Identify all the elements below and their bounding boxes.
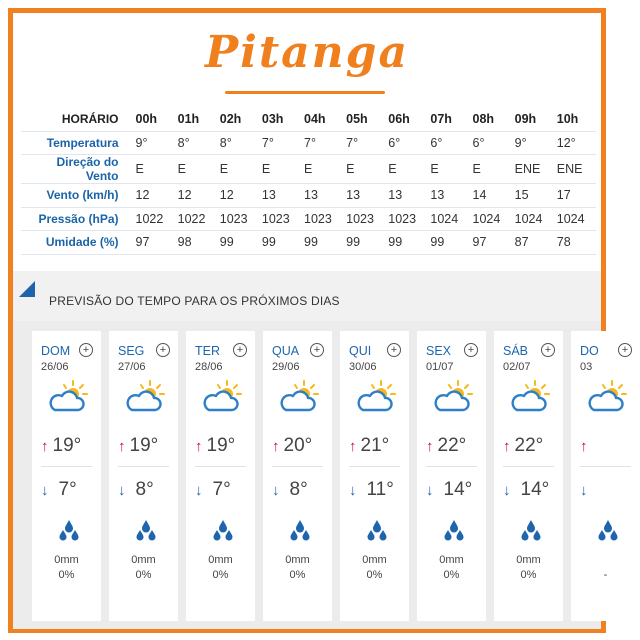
plus-circle-icon[interactable]: + (541, 343, 555, 357)
raindrops-icon (443, 519, 465, 543)
value-cell: 17 (554, 184, 596, 208)
plus-circle-icon[interactable]: + (156, 343, 170, 357)
arrow-down-icon: ↓ (503, 482, 511, 499)
temp-divider (580, 466, 631, 467)
value-cell: 12 (175, 184, 217, 208)
row-label: Pressão (hPa) (21, 207, 133, 231)
daily-forecast-strip (13, 321, 629, 629)
value-cell: 15 (512, 184, 554, 208)
hour-cell: 06h (385, 108, 427, 131)
max-temp-value: 21° (360, 435, 390, 456)
section-marker-icon (19, 281, 35, 297)
day-date: 30/06 (349, 361, 377, 373)
day-name: QUI (349, 344, 372, 358)
arrow-down-icon: ↓ (272, 482, 280, 499)
plus-circle-icon[interactable]: + (310, 343, 324, 357)
value-cell: 98 (175, 231, 217, 255)
arrow-down-icon: ↓ (580, 482, 588, 499)
rain-amount: 0mm (131, 554, 156, 566)
value-cell: 1024 (554, 207, 596, 231)
arrow-down-icon: ↓ (349, 482, 357, 499)
sun-cloud-icon (200, 379, 242, 415)
sun-cloud-icon (46, 379, 88, 415)
value-cell: 7° (301, 131, 343, 155)
value-cell: 1022 (133, 207, 175, 231)
plus-circle-icon[interactable]: + (387, 343, 401, 357)
arrow-up-icon: ↑ (426, 438, 434, 455)
value-cell: 1023 (217, 207, 259, 231)
value-cell: 13 (427, 184, 469, 208)
day-card[interactable] (494, 331, 563, 621)
arrow-up-icon: ↑ (272, 438, 280, 455)
row-label: Umidade (%) (21, 231, 133, 255)
plus-circle-icon[interactable]: + (233, 343, 247, 357)
value-cell: 97 (133, 231, 175, 255)
min-temp (503, 479, 549, 501)
value-cell: 99 (301, 231, 343, 255)
arrow-up-icon: ↑ (349, 438, 357, 455)
raindrops-icon (135, 519, 157, 543)
value-cell: 99 (427, 231, 469, 255)
max-temp (41, 435, 81, 457)
arrow-up-icon: ↑ (118, 438, 126, 455)
row-label: Temperatura (21, 131, 133, 155)
sun-cloud-icon (585, 379, 627, 415)
value-cell: E (470, 155, 512, 184)
day-date: 02/07 (503, 361, 531, 373)
raindrops-icon (212, 519, 234, 543)
value-cell: 78 (554, 231, 596, 255)
forecast-section-title: PREVISÃO DO TEMPO PARA OS PRÓXIMOS DIAS (49, 294, 340, 308)
sun-cloud-icon (123, 379, 165, 415)
rain-probability: 0% (520, 569, 537, 581)
arrow-down-icon: ↓ (426, 482, 434, 499)
day-card[interactable] (263, 331, 332, 621)
city-title: Pitanga (205, 27, 409, 78)
value-cell: E (133, 155, 175, 184)
min-temp (272, 479, 308, 501)
raindrops-icon (520, 519, 542, 543)
day-name: SEX (426, 344, 452, 358)
value-cell: E (217, 155, 259, 184)
value-cell: 99 (259, 231, 301, 255)
sun-cloud-icon (354, 379, 396, 415)
max-temp (426, 435, 466, 457)
value-cell: 1024 (427, 207, 469, 231)
sun-cloud-icon (277, 379, 319, 415)
min-temp (426, 479, 472, 501)
rain-amount: 0mm (285, 554, 310, 566)
hour-cell: 08h (470, 108, 512, 131)
value-cell: 13 (385, 184, 427, 208)
hour-cell: 10h (554, 108, 596, 131)
value-cell: 97 (470, 231, 512, 255)
rain-amount: 0mm (208, 554, 233, 566)
day-name: SEG (118, 344, 145, 358)
max-temp-value: 19° (52, 435, 82, 456)
value-cell: 6° (385, 131, 427, 155)
rain-amount: 0mm (362, 554, 387, 566)
value-cell: ENE (512, 155, 554, 184)
value-cell: 1022 (175, 207, 217, 231)
value-cell: E (301, 155, 343, 184)
temp-divider (503, 466, 554, 467)
value-cell: 1023 (301, 207, 343, 231)
row-label: HORÁRIO (21, 108, 133, 131)
value-cell: 7° (343, 131, 385, 155)
temp-divider (118, 466, 169, 467)
hour-cell: 02h (217, 108, 259, 131)
hour-cell: 00h (133, 108, 175, 131)
arrow-down-icon: ↓ (41, 482, 49, 499)
temp-divider (195, 466, 246, 467)
max-temp (272, 435, 312, 457)
arrow-up-icon: ↑ (580, 438, 588, 455)
value-cell: 14 (470, 184, 512, 208)
value-cell: 6° (470, 131, 512, 155)
min-temp-value: 7° (212, 479, 231, 500)
value-cell: 6° (427, 131, 469, 155)
rain-probability: 0% (58, 569, 75, 581)
title-underline (225, 91, 385, 94)
rain-amount: 0mm (516, 554, 541, 566)
max-temp-value: 22° (514, 435, 544, 456)
max-temp (195, 435, 235, 457)
temp-divider (41, 466, 92, 467)
plus-circle-icon[interactable]: + (618, 343, 632, 357)
sun-cloud-icon (508, 379, 550, 415)
hour-cell: 07h (427, 108, 469, 131)
rain-probability: - (603, 569, 608, 581)
day-name: DOM (41, 344, 71, 358)
plus-circle-icon[interactable]: + (79, 343, 93, 357)
value-cell: 7° (259, 131, 301, 155)
min-temp (41, 479, 77, 501)
hourly-row (21, 231, 596, 255)
hourly-row (21, 184, 596, 208)
rain-probability: 0% (443, 569, 460, 581)
max-temp (503, 435, 543, 457)
day-date: 28/06 (195, 361, 223, 373)
max-temp (580, 435, 592, 457)
min-temp (118, 479, 154, 501)
day-name: QUA (272, 344, 300, 358)
min-temp-value: 7° (58, 479, 77, 500)
value-cell: 87 (512, 231, 554, 255)
arrow-up-icon: ↑ (195, 438, 203, 455)
day-card[interactable] (109, 331, 178, 621)
value-cell: 8° (175, 131, 217, 155)
temp-divider (426, 466, 477, 467)
day-name: TER (195, 344, 220, 358)
min-temp-value: 8° (289, 479, 308, 500)
value-cell: 12 (133, 184, 175, 208)
value-cell: 1023 (343, 207, 385, 231)
raindrops-icon (58, 519, 80, 543)
day-card[interactable] (571, 331, 640, 621)
value-cell: E (175, 155, 217, 184)
value-cell: 1023 (385, 207, 427, 231)
hour-cell: 05h (343, 108, 385, 131)
hourly-row (21, 131, 596, 155)
temp-divider (349, 466, 400, 467)
max-temp-value: 19° (129, 435, 159, 456)
hour-cell: 03h (259, 108, 301, 131)
min-temp-value: 14° (520, 479, 550, 500)
min-temp (195, 479, 231, 501)
value-cell: E (427, 155, 469, 184)
min-temp (580, 479, 598, 501)
rain-amount: 0mm (439, 554, 464, 566)
hour-cell: 09h (512, 108, 554, 131)
hour-cell: 04h (301, 108, 343, 131)
arrow-up-icon: ↑ (503, 438, 511, 455)
row-label: Vento (km/h) (21, 184, 133, 208)
value-cell: 1024 (470, 207, 512, 231)
raindrops-icon (597, 519, 619, 543)
value-cell: 1024 (512, 207, 554, 231)
day-date: 03 (580, 361, 593, 373)
temp-divider (272, 466, 323, 467)
max-temp-value: 20° (283, 435, 313, 456)
rain-probability: 0% (289, 569, 306, 581)
rain-probability: 0% (135, 569, 152, 581)
value-cell: E (259, 155, 301, 184)
day-date: 29/06 (272, 361, 300, 373)
value-cell: 13 (343, 184, 385, 208)
raindrops-icon (366, 519, 388, 543)
hour-cell: 01h (175, 108, 217, 131)
min-temp-value: 14° (443, 479, 473, 500)
hourly-header-row (21, 108, 596, 131)
value-cell: 1023 (259, 207, 301, 231)
hourly-row (21, 155, 596, 184)
value-cell: 13 (301, 184, 343, 208)
arrow-down-icon: ↓ (118, 482, 126, 499)
rain-amount: 0mm (54, 554, 79, 566)
min-temp (349, 479, 394, 501)
value-cell: 99 (343, 231, 385, 255)
rain-probability: 0% (212, 569, 229, 581)
hourly-table (21, 108, 596, 255)
rain-probability: 0% (366, 569, 383, 581)
max-temp-value: 19° (206, 435, 236, 456)
arrow-up-icon: ↑ (41, 438, 49, 455)
weather-widget (8, 8, 629, 633)
max-temp (349, 435, 389, 457)
day-date: 27/06 (118, 361, 146, 373)
day-name: DO (580, 344, 599, 358)
hourly-row (21, 207, 596, 231)
day-card[interactable] (32, 331, 101, 621)
value-cell: 8° (217, 131, 259, 155)
value-cell: 13 (259, 184, 301, 208)
day-card[interactable] (340, 331, 409, 621)
value-cell: E (343, 155, 385, 184)
day-date: 01/07 (426, 361, 454, 373)
raindrops-icon (289, 519, 311, 543)
max-temp (118, 435, 158, 457)
day-date: 26/06 (41, 361, 69, 373)
value-cell: 12° (554, 131, 596, 155)
plus-circle-icon[interactable]: + (464, 343, 478, 357)
min-temp-value: 8° (135, 479, 154, 500)
day-card[interactable] (186, 331, 255, 621)
value-cell: 9° (133, 131, 175, 155)
max-temp-value: 22° (437, 435, 467, 456)
value-cell: 12 (217, 184, 259, 208)
value-cell: 9° (512, 131, 554, 155)
value-cell: 99 (385, 231, 427, 255)
min-temp-value: 11° (366, 479, 394, 500)
day-name: SÁB (503, 344, 529, 358)
value-cell: E (385, 155, 427, 184)
sun-cloud-icon (431, 379, 473, 415)
value-cell: 99 (217, 231, 259, 255)
arrow-down-icon: ↓ (195, 482, 203, 499)
day-card[interactable] (417, 331, 486, 621)
value-cell: ENE (554, 155, 596, 184)
row-label: Direção do Vento (21, 155, 133, 184)
